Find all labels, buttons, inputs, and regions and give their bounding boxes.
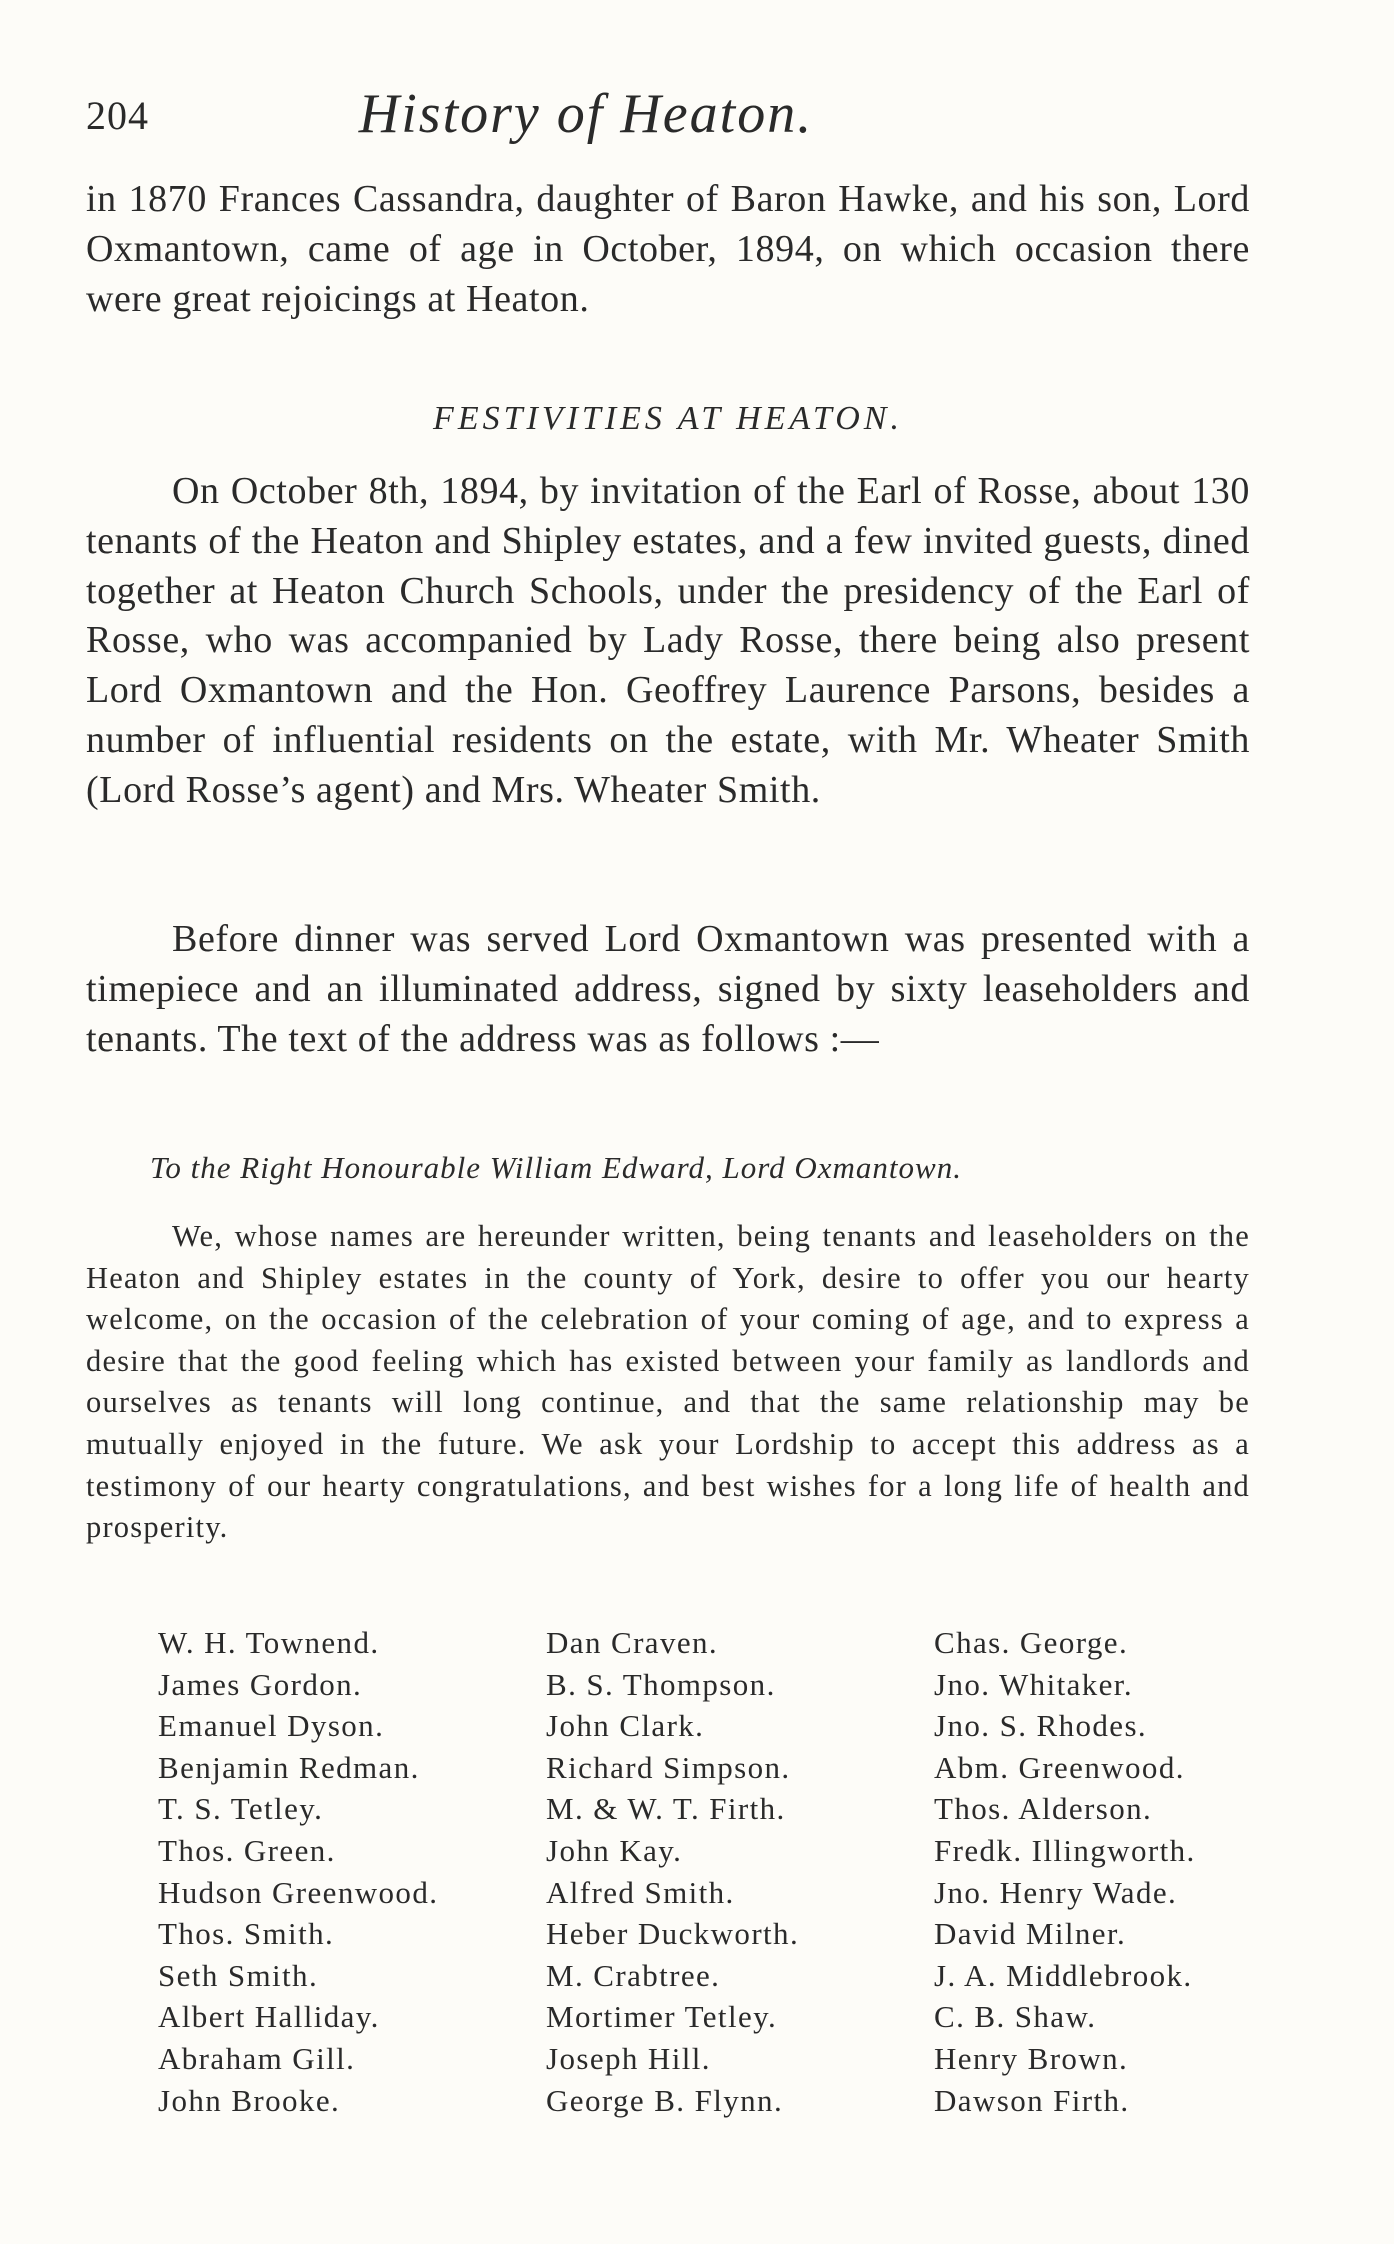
signatory-name: M. & W. T. Firth.: [546, 1791, 786, 1827]
festivities-paragraph: On October 8th, 1894, by invitation of the Earl of Rosse, about 130 tenants of the Heaton and Shipley estates, and a few invited guests, dined together at Heaton Church Schools, under the presidency of the Earl of Rosse, who was accompanied by Lady Rosse, there being also present Lord Oxmantown and the Hon. Geoffrey Laurence Parsons, besides a number of influential residents on the estate, with Mr. Wheater Smith (Lord Rosse’s agent) and Mrs. Wheater Smith.: [86, 470, 1250, 811]
running-title: History of Heaton.: [358, 83, 814, 145]
signatory-name: Alfred Smith.: [546, 1874, 735, 1910]
signatories-column-3: [934, 1622, 1258, 2121]
address-salutation: To the Right Honourable William Edward, Lord Oxmantown.: [150, 1150, 962, 1185]
signatories-column-1: [158, 1622, 546, 2121]
signatory-name: Jno. Henry Wade.: [934, 1874, 1178, 1910]
intro-paragraph: in 1870 Frances Cassandra, daughter of Baron Hawke, and his son, Lord Oxmantown, came of age in October, 1894, on which occasion there were great rejoicings at Heaton.: [86, 178, 1250, 320]
signatory-name: Jno. Whitaker.: [934, 1666, 1133, 1702]
dinner-paragraph: Before dinner was served Lord Oxmantown was presented with a timepiece and an illuminated address, signed by sixty leaseholders and tenants. The text of the address was as follows :—: [86, 918, 1250, 1060]
signatory-name: Thos. Green.: [158, 1832, 336, 1868]
address-text: We, whose names are hereunder written, being tenants and leaseholders on the Heaton and Shipley estates in the county of York, desire to offer you our hearty welcome, on the occasion of the celebration of your coming of age, and to express a desire that the good feeling which has existed between your family as landlords and ourselves as tenants will long continue, and that the same relationship may be mutually enjoyed in the future. We ask your Lordship to accept this address as a testimony of our hearty congratulations, and best wishes for a long life of health and prosperity.: [86, 1219, 1250, 1545]
signatory-name: George B. Flynn.: [546, 2082, 784, 2118]
signatory-name: Chas. George.: [934, 1625, 1129, 1660]
signatory-name: James Gordon.: [158, 1666, 363, 1702]
signatory-name: W. H. Townend.: [158, 1625, 380, 1660]
signatory-name: Emanuel Dyson.: [158, 1708, 385, 1744]
signatory-name: T. S. Tetley.: [158, 1791, 324, 1827]
signatory-name: B. S. Thompson.: [546, 1666, 776, 1702]
signatory-name: John Brooke.: [158, 2082, 341, 2118]
signatories-column-2: [546, 1622, 934, 2121]
signatory-name: Benjamin Redman.: [158, 1749, 420, 1785]
signatory-name: Abraham Gill.: [158, 2040, 356, 2076]
signatory-name: Henry Brown.: [934, 2040, 1129, 2076]
signatory-name: Abm. Greenwood.: [934, 1749, 1185, 1785]
page-number: 204: [86, 93, 149, 138]
signatory-name: David Milner.: [934, 1916, 1127, 1952]
signatory-name: Richard Simpson.: [546, 1749, 791, 1785]
signatory-name: Thos. Smith.: [158, 1916, 335, 1952]
section-heading: FESTIVITIES AT HEATON.: [433, 400, 903, 437]
page-header: [86, 82, 1250, 152]
signatory-name: J. A. Middlebrook.: [934, 1957, 1193, 1993]
signatory-name: Jno. S. Rhodes.: [934, 1708, 1148, 1744]
signatory-name: Dan Craven.: [546, 1625, 719, 1660]
signatory-name: Fredk. Illingworth.: [934, 1832, 1196, 1868]
signatory-name: Hudson Greenwood.: [158, 1874, 439, 1910]
signatory-name: John Kay.: [546, 1832, 683, 1868]
signatory-name: Heber Duckworth.: [546, 1916, 800, 1952]
signatory-name: Albert Halliday.: [158, 1999, 380, 2035]
signatory-name: Joseph Hill.: [546, 2040, 711, 2076]
signatory-name: C. B. Shaw.: [934, 1999, 1097, 2035]
signatory-name: M. Crabtree.: [546, 1957, 721, 1993]
signatory-name: John Clark.: [546, 1708, 705, 1744]
signatory-name: Dawson Firth.: [934, 2082, 1130, 2118]
signatory-name: Thos. Alderson.: [934, 1791, 1153, 1827]
signatory-name: Seth Smith.: [158, 1957, 319, 1993]
signatory-name: Mortimer Tetley.: [546, 1999, 778, 2035]
signatories-list: [158, 1622, 1258, 2121]
